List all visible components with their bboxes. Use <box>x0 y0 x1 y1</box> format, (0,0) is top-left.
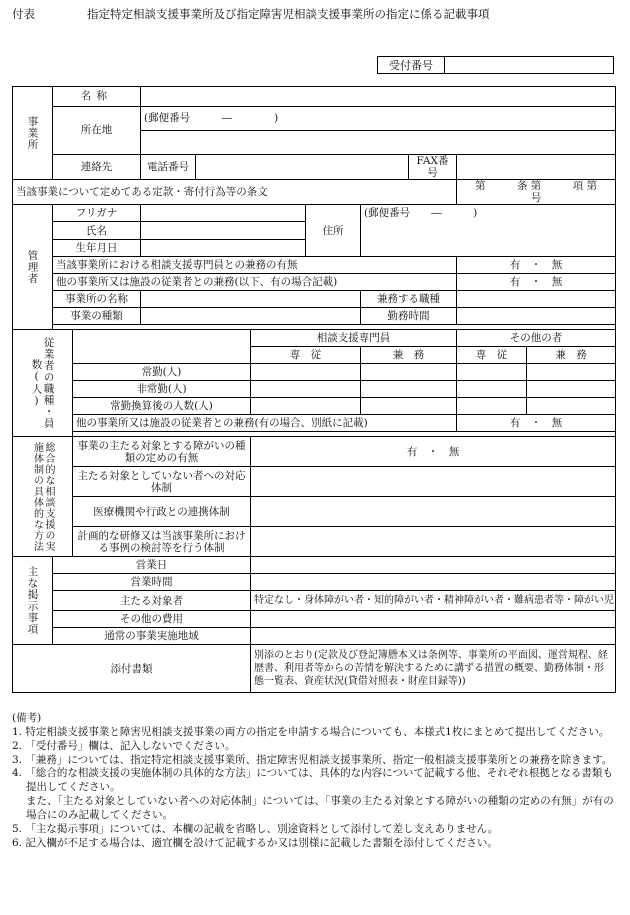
office-fax-field[interactable] <box>457 155 616 180</box>
note-4b: また、「主たる対象としていない者への対応体制」については、「事業の主たる対象とする障がいの種類の定めの有無」が有の場合にのみ記載してください。 <box>26 795 614 822</box>
notice-area-field[interactable] <box>251 628 616 645</box>
staff-cell[interactable] <box>457 364 527 381</box>
notice-targets-choice[interactable]: 特定なし・身体障がい者・知的障がい者・精神障がい者・難病患者等・障がい児 <box>251 591 616 611</box>
form-title: 指定特定相談支援事業所及び指定障害児相談支援事業所の指定に係る記載事項 <box>87 7 490 21</box>
manager-name-field[interactable] <box>141 222 306 240</box>
system-row2-label: 主たる対象としていない者への対応体制 <box>73 467 251 497</box>
form-label: 付表 <box>12 7 35 21</box>
system-row3-field[interactable] <box>251 497 616 527</box>
notice-days-label: 営業日 <box>53 557 251 574</box>
manager-section-label: 管理者 <box>13 205 53 330</box>
staff-cell[interactable] <box>527 381 616 398</box>
system-section-label: 総合的な相談支援の実施体制の具体的な方法 <box>13 437 73 557</box>
staff-others-header: その他の者 <box>457 330 616 347</box>
system-row1-choice[interactable]: 有 ・ 無 <box>251 437 616 467</box>
notice-area-label: 通常の事業実施地域 <box>53 628 251 645</box>
notes-heading: (備考) <box>12 712 42 724</box>
manager-name-label: 氏名 <box>53 222 141 240</box>
staff-cell[interactable] <box>527 398 616 415</box>
manager-dual-other-label: 他の事業所又は施設の従業者との兼務(以下、有の場合記載) <box>53 274 457 291</box>
staff-specialist-header: 相談支援専門員 <box>251 330 457 347</box>
office-phone-label: 電話番号 <box>141 155 196 180</box>
application-form-table <box>12 86 629 693</box>
manager-other-type-label: 事業の種類 <box>53 308 141 325</box>
staff-cell[interactable] <box>527 364 616 381</box>
manager-postal-field[interactable]: (郵便番号 ― ) <box>361 205 616 222</box>
system-row2-field[interactable] <box>251 467 616 497</box>
note-5: 5. 「主な掲示事項」については、本欄の記載を省略し、別途資料として添付して差し支えありません。 <box>12 822 499 835</box>
notice-fees-field[interactable] <box>251 611 616 628</box>
staff-cell[interactable] <box>251 398 361 415</box>
system-row3-label: 医療機関や行政との連携体制 <box>73 497 251 527</box>
office-section-label: 事業所 <box>13 87 53 180</box>
staff-cell[interactable] <box>457 398 527 415</box>
reception-number-box <box>377 56 614 74</box>
staff-dual-other-choice[interactable]: 有 ・ 無 <box>457 415 616 432</box>
staff-fulltime-label: 常勤(人) <box>73 364 251 381</box>
office-name-label: 名称 <box>53 87 141 107</box>
staff-others-dedicated-header: 専 従 <box>457 347 527 364</box>
office-address-field[interactable] <box>141 131 616 155</box>
staff-cell[interactable] <box>457 381 527 398</box>
manager-other-job-field[interactable] <box>457 291 616 308</box>
notice-days-field[interactable] <box>251 557 616 574</box>
manager-dual-specialist-label: 当該事業所における相談支援専門員との兼務の有無 <box>53 257 457 274</box>
office-address-label: 所在地 <box>53 107 141 155</box>
staff-specialist-concurrent-header: 兼 務 <box>361 347 457 364</box>
note-2: 2. 「受付番号」欄は、記入しないでください。 <box>12 739 236 752</box>
staff-specialist-dedicated-header: 専 従 <box>251 347 361 364</box>
attachment-label: 添付書類 <box>13 645 251 693</box>
manager-other-office-label: 事業所の名称 <box>53 291 141 308</box>
reception-number-field[interactable] <box>445 57 613 73</box>
staff-cell[interactable] <box>361 381 457 398</box>
staff-section-label: 従業者の職種・員数(人) <box>13 330 73 437</box>
reception-number-label: 受付番号 <box>378 57 445 73</box>
manager-furigana-field[interactable] <box>141 205 306 222</box>
system-row4-label: 計画的な研修又は当該事業所における事例の検討等を行う体制 <box>73 527 251 557</box>
notice-hours-label: 営業時間 <box>53 574 251 591</box>
staff-converted-label: 常勤換算後の人数(人) <box>73 398 251 415</box>
office-phone-field[interactable] <box>196 155 409 180</box>
notice-targets-label: 主たる対象者 <box>53 591 251 611</box>
attachment-value: 別添のとおり(定款及び登記簿謄本又は条例等、事業所の平面図、運営規程、経歴書、利用者等からの苦情を解決するために講ずる措置の概要、勤務体制・形態一覧表、資産状況(貸借対照表・財産目録等)) <box>251 645 616 693</box>
system-row1-label: 事業の主たる対象とする障がいの種類の定めの有無 <box>73 437 251 467</box>
manager-work-hours-label: 勤務時間 <box>361 308 457 325</box>
articles-label: 当該事業について定めてある定款・寄付行為等の条文 <box>13 180 457 205</box>
staff-cell[interactable] <box>251 364 361 381</box>
notice-fees-label: その他の費用 <box>53 611 251 628</box>
notice-section-label: 主な掲示事項 <box>13 557 53 645</box>
staff-others-concurrent-header: 兼 務 <box>527 347 616 364</box>
manager-dual-specialist-choice[interactable]: 有 ・ 無 <box>457 257 616 274</box>
office-contact-label: 連絡先 <box>53 155 141 180</box>
articles-field[interactable]: 第 条 第 項 第 号 <box>457 180 616 205</box>
note-6: 6. 記入欄が不足する場合は、適宜欄を設けて記載するか又は別様に記載した書類を添付してください。 <box>12 836 498 849</box>
office-postal-field[interactable]: (郵便番号 ― ) <box>141 107 616 131</box>
manager-dual-other-choice[interactable]: 有 ・ 無 <box>457 274 616 291</box>
notes-section <box>12 712 618 851</box>
note-4: 4. 「総合的な相談支援の実施体制の具体的な方法」については、具体的な内容について記載する他、それぞれ根拠となる書類も提出してください。 <box>12 767 613 794</box>
manager-address-label: 住所 <box>306 205 361 257</box>
manager-other-type-field[interactable] <box>141 308 361 325</box>
staff-cell[interactable] <box>251 381 361 398</box>
office-fax-label: FAX番号 <box>409 155 457 180</box>
office-name-field[interactable] <box>141 87 616 107</box>
manager-birth-label: 生年月日 <box>53 240 141 257</box>
manager-work-hours-field[interactable] <box>457 308 616 325</box>
manager-other-job-label: 兼務する職種 <box>361 291 457 308</box>
note-3: 3. 「兼務」については、指定特定相談支援事業所、指定障害児相談支援事業所、指定一般相談支援事業所との兼務を除きます。 <box>12 753 613 766</box>
staff-dual-other-label: 他の事業所又は施設の従業者との兼務(有の場合、別紙に記載) <box>73 415 457 432</box>
staff-header-blank <box>73 330 251 364</box>
notice-hours-field[interactable] <box>251 574 616 591</box>
manager-other-office-field[interactable] <box>141 291 361 308</box>
system-row4-field[interactable] <box>251 527 616 557</box>
staff-parttime-label: 非常勤(人) <box>73 381 251 398</box>
staff-cell[interactable] <box>361 364 457 381</box>
staff-cell[interactable] <box>361 398 457 415</box>
manager-address-field[interactable] <box>361 222 616 257</box>
manager-furigana-label: フリガナ <box>53 205 141 222</box>
note-1: 1. 特定相談支援事業と障害児相談支援事業の両方の指定を申請する場合についても、本様式1枚にまとめて提出してください。 <box>12 725 610 738</box>
manager-birth-field[interactable] <box>141 240 306 257</box>
